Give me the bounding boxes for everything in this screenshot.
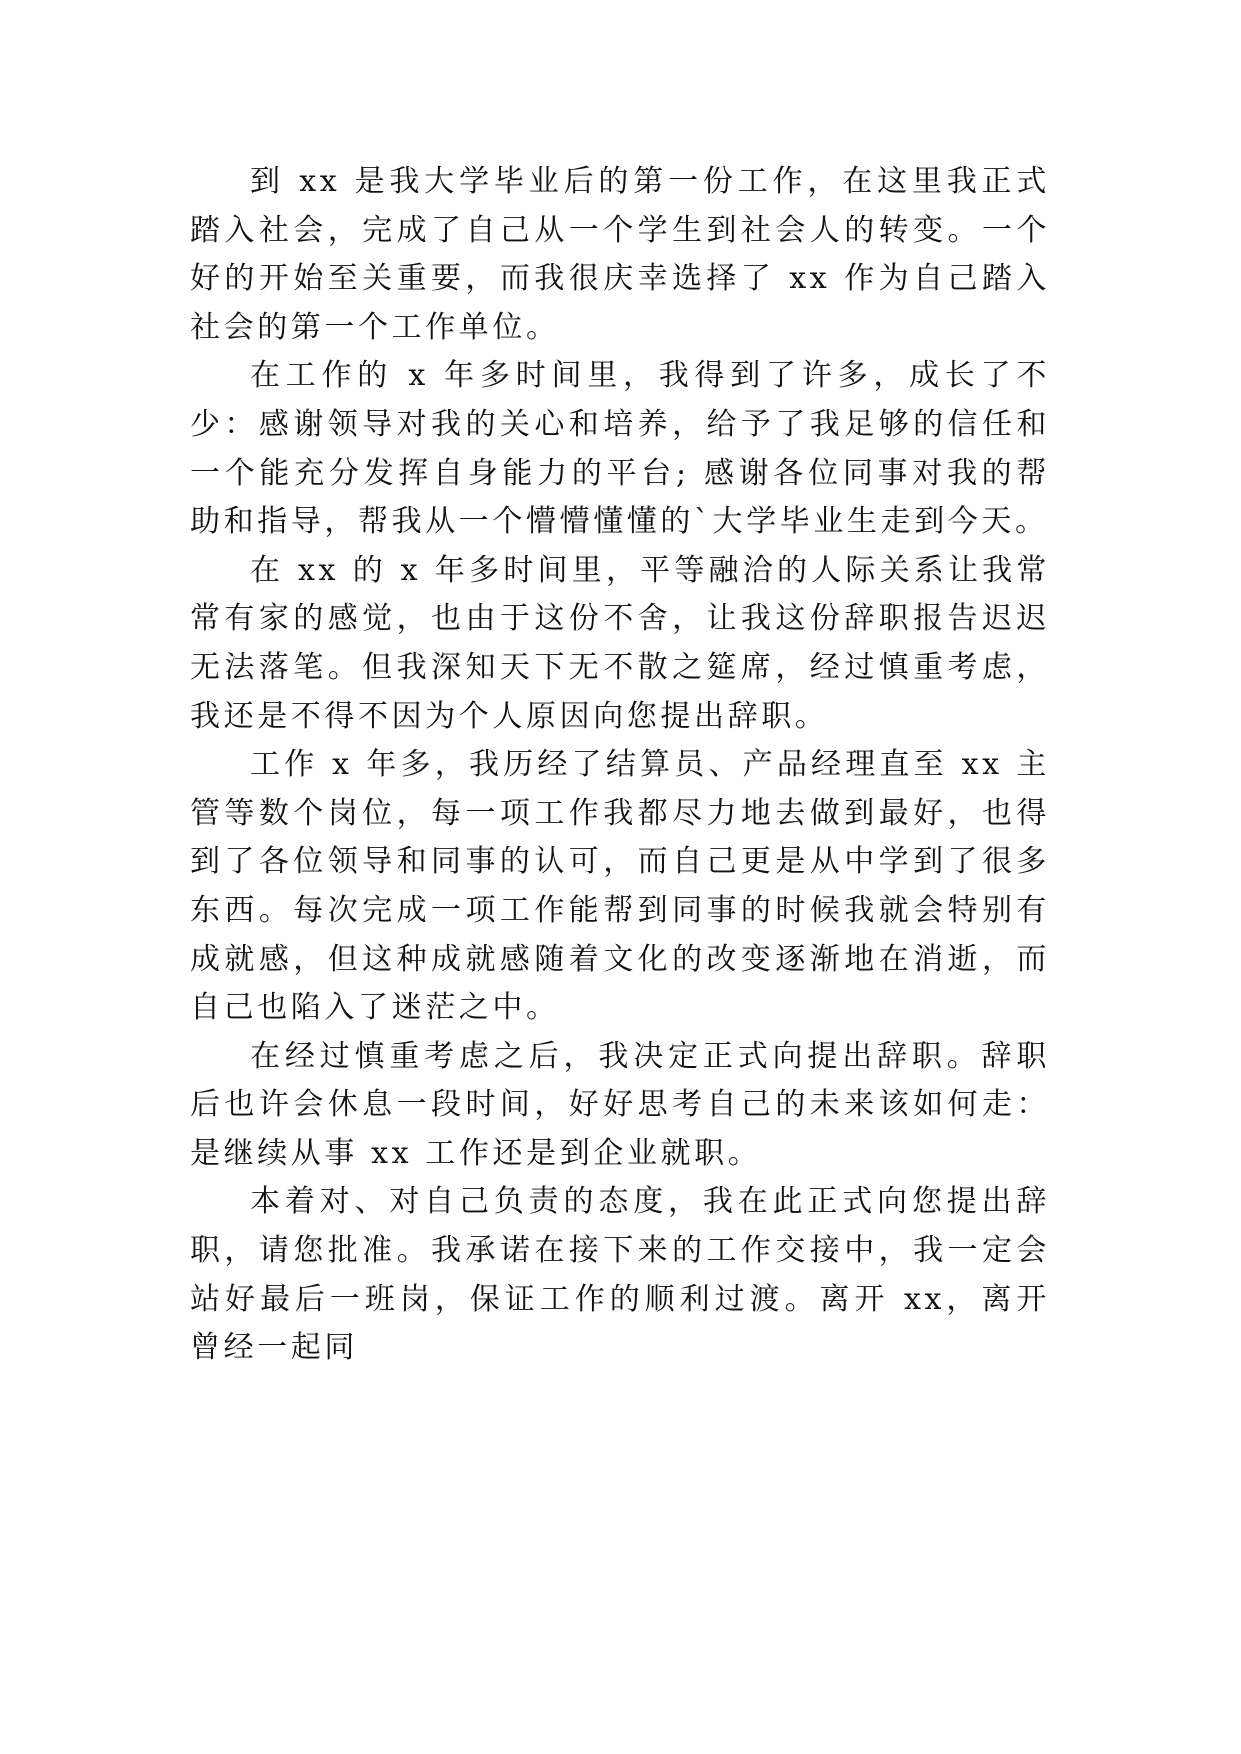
paragraph-4: 工作 x 年多，我历经了结算员、产品经理直至 xx 主管等数个岗位，每一项工作我都尽力地去做到最好，也得到了各位领导和同事的认可，而自己更是从中学到了很多东西。每次完成一项工作能帮到同事的时候我就会特别有成就感，但这种成就感随着文化的改变逐渐地在消逝，而自己也陷入了迷茫之中。	[190, 747, 1050, 1026]
paragraph-2: 在工作的 x 年多时间里，我得到了许多，成长了不少：感谢领导对我的关心和培养，给予了我足够的信任和一个能充分发挥自身能力的平台; 感谢各位同事对我的帮助和指导，帮我从一个懵懵懂懂的`大学毕业生走到今天。	[190, 358, 1050, 540]
document-body	[190, 158, 1050, 1373]
paragraph-3: 在 xx 的 x 年多时间里，平等融洽的人际关系让我常常有家的感觉，也由于这份不舍，让我这份辞职报告迟迟无法落笔。但我深知天下无不散之筵席，经过慎重考虑，我还是不得不因为个人原因向您提出辞职。	[190, 552, 1050, 734]
paragraph-6: 本着对、对自己负责的态度，我在此正式向您提出辞职，请您批准。我承诺在接下来的工作交接中，我一定会站好最后一班岗，保证工作的顺利过渡。离开 xx，离开曾经一起同	[190, 1184, 1050, 1366]
paragraph-5: 在经过慎重考虑之后，我决定正式向提出辞职。辞职后也许会休息一段时间，好好思考自己的未来该如何走：是继续从事 xx 工作还是到企业就职。	[190, 1038, 1050, 1171]
paragraph-1: 到 xx 是我大学毕业后的第一份工作，在这里我正式踏入社会，完成了自己从一个学生到社会人的转变。一个好的开始至关重要，而我很庆幸选择了 xx 作为自己踏入社会的第一个工作单位。	[190, 164, 1050, 345]
